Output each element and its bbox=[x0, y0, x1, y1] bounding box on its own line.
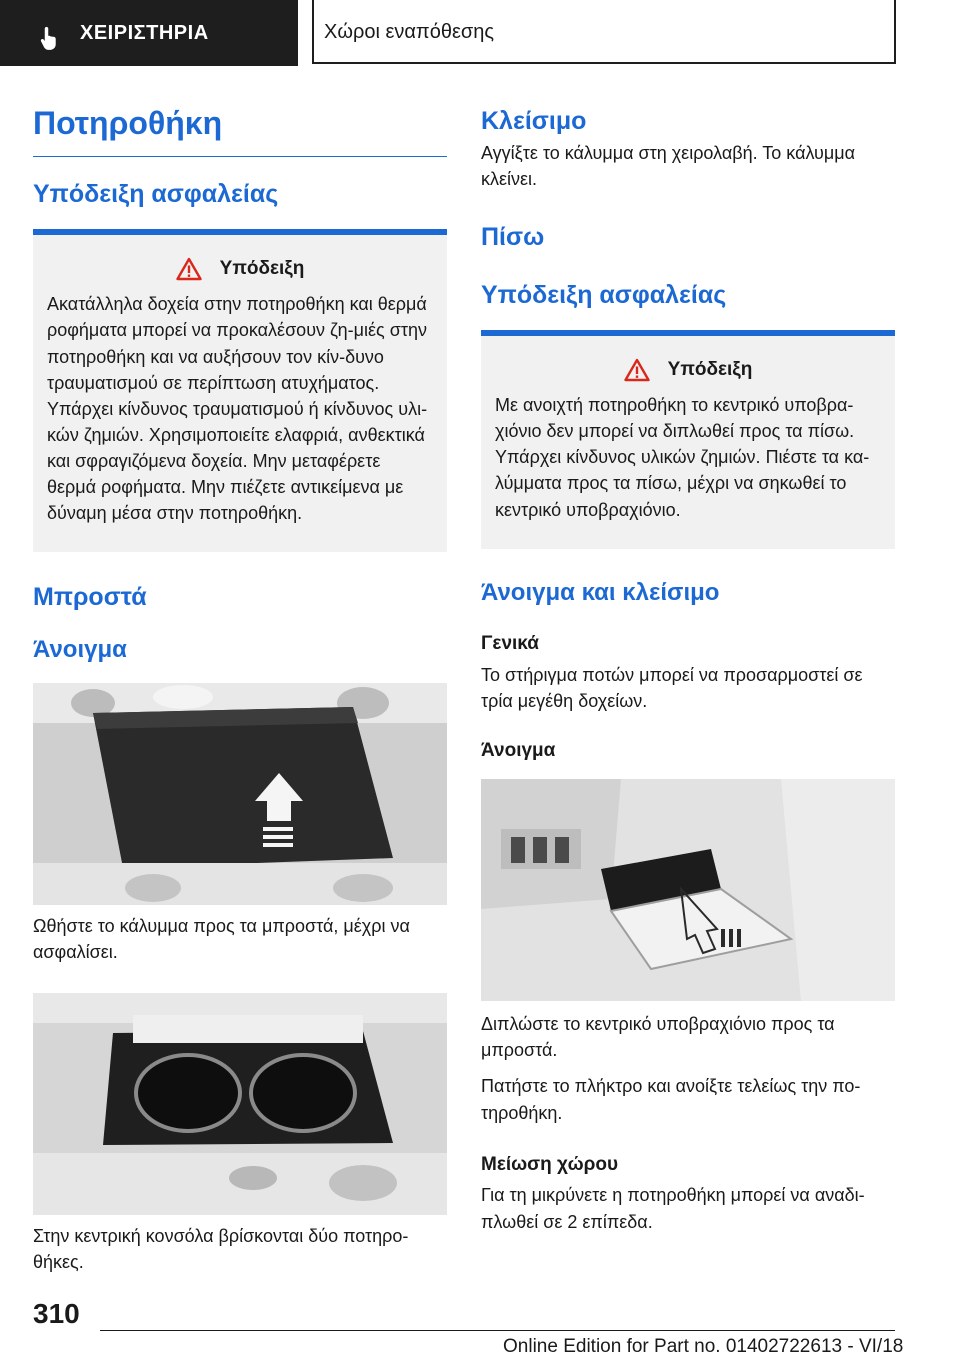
rear-note-title bbox=[495, 358, 881, 382]
reduce-text: Για τη μικρύνετε η ποτηροθήκη μπορεί να αναδι-πλωθεί σε 2 επίπεδα. bbox=[481, 1185, 865, 1232]
closing-heading: Κλείσιμο bbox=[481, 107, 587, 135]
photo3-caption2: Πατήστε το πλήκτρο και ανοίξτε τελείως την πο-τηροθήκη. bbox=[481, 1076, 861, 1123]
right-column bbox=[481, 96, 895, 1235]
rear-opening-heading: Άνοιγμα bbox=[481, 740, 556, 762]
title-rule bbox=[33, 156, 447, 157]
note-title-text: Υπόδειξη bbox=[219, 258, 305, 280]
photo-rear-armrest bbox=[481, 779, 895, 1001]
page-title: Ποτηροθήκη bbox=[33, 105, 223, 141]
reduce-heading: Μείωση χώρου bbox=[481, 1153, 619, 1175]
rear-heading: Πίσω bbox=[481, 223, 545, 252]
warning-triangle-icon bbox=[176, 257, 202, 281]
closing-text: Αγγίξτε το κάλυμμα στη χειρολαβή. Το κάλυμμα κλείνει. bbox=[481, 143, 856, 190]
section-box bbox=[312, 0, 896, 64]
photo1-caption: Ωθήστε το κάλυμμα προς τα μπροστά, μέχρι να ασφαλίσει. bbox=[33, 916, 410, 963]
open-close-heading: Άνοιγμα και κλείσιμο bbox=[481, 578, 720, 606]
hand-pointer-icon bbox=[36, 24, 64, 52]
note-title bbox=[47, 257, 433, 281]
left-column bbox=[33, 96, 447, 1275]
safety-note bbox=[33, 235, 447, 552]
photo-cover-slide bbox=[33, 683, 447, 905]
chapter-label: ΧΕΙΡΙΣΤΗΡΙΑ bbox=[80, 22, 209, 44]
warning-triangle-icon bbox=[624, 358, 650, 382]
edition-text: Online Edition for Part no. 01402722613 - VI/18 bbox=[503, 1336, 904, 1357]
footer-rule bbox=[100, 1330, 895, 1331]
photo2-caption: Στην κεντρική κονσόλα βρίσκονται δύο ποτηρο-θήκες. bbox=[33, 1226, 409, 1273]
rear-note-title-text: Υπόδειξη bbox=[667, 359, 753, 381]
page-number: 310 bbox=[33, 1298, 80, 1329]
rear-safety-heading: Υπόδειξη ασφαλείας bbox=[481, 281, 727, 310]
photo3-caption1: Διπλώστε το κεντρικό υποβραχιόνιο προς τα μπροστά. bbox=[481, 1014, 835, 1061]
chapter-tab bbox=[0, 0, 298, 66]
section-title: Χώροι εναπόθεσης bbox=[324, 21, 494, 43]
general-heading: Γενικά bbox=[481, 633, 539, 655]
general-text: Το στήριγμα ποτών μπορεί να προσαρμοστεί σε τρία μεγέθη δοχείων. bbox=[481, 665, 863, 712]
rear-note-text: Με ανοιχτή ποτηροθήκη το κεντρικό υποβρα-χιόνιο δεν μπορεί να διπλωθεί προς τα πίσω. Υπάρχει κίνδυνος υλικών ζημιών. Πιέστε τα κα-λύμματα προς τα πίσω, μέχρι να σηκωθεί το κεντρικό υποβραχιόνιο. bbox=[495, 395, 870, 520]
page-header bbox=[0, 0, 960, 66]
rear-safety-note bbox=[481, 336, 895, 548]
safety-heading: Υπόδειξη ασφαλείας bbox=[33, 180, 279, 209]
opening-heading: Άνοιγμα bbox=[33, 636, 127, 664]
note-text: Ακατάλληλα δοχεία στην ποτηροθήκη και θερμά ροφήματα μπορεί να προκαλέσουν ζη-μιές στην ποτηροθήκη και να αυξήσουν τον κίν-δυνο τραυματισμού σε περίπτωση ατυχήματος. Υπάρχει κίνδυνος τραυματισμού ή κίνδυνος υλι-κών ζημιών. Χρησιμοποιείτε ελαφριά, ανθεκτικά και σφραγιζόμενα δοχεία. Μην μεταφέρετε θερμά ροφήματα. Μην πιέζετε αντικείμενα με δύναμη μέσα στην ποτηροθήκη. bbox=[47, 294, 428, 524]
front-heading: Μπροστά bbox=[33, 583, 147, 612]
photo-cupholders bbox=[33, 993, 447, 1215]
